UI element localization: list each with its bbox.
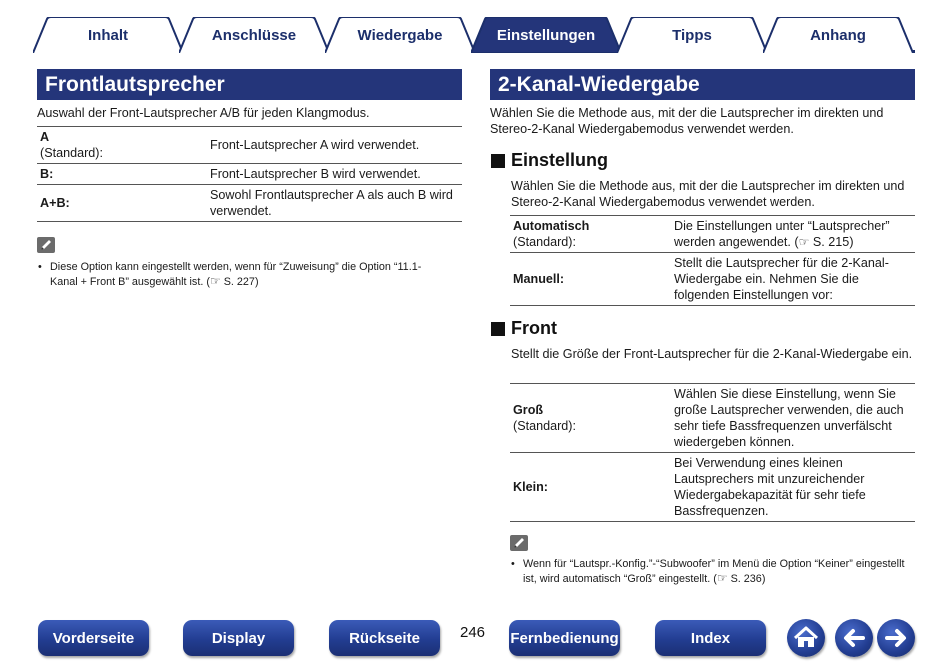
option-name: A+B: [40, 196, 70, 210]
options-table-front [37, 126, 462, 222]
options-table-front-size [510, 383, 915, 522]
option-key [510, 216, 671, 253]
tab-label: Einstellungen [496, 26, 596, 44]
fernbedienung-button[interactable]: Fernbedienung [509, 620, 620, 656]
option-name: A [40, 130, 50, 144]
table-row [510, 253, 915, 306]
option-name: Manuell: [513, 272, 565, 286]
pencil-note-icon [37, 237, 55, 253]
tab-anschluesse[interactable] [179, 17, 329, 53]
top-tab-bar [33, 17, 915, 53]
table-row [510, 216, 915, 253]
note-text: Wenn für “Lautspr.-Konfig.”-“Subwoofer” im Menü die Option “Keiner” eingestellt ist, wird automatisch “Groß” eingestellt. [523, 558, 905, 585]
option-default-note: (Standard): [40, 146, 103, 160]
section-title-frontlautsprecher: Frontlautsprecher [37, 69, 462, 100]
table-row [37, 185, 462, 222]
option-name: B: [40, 167, 54, 181]
index-button[interactable]: Index [655, 620, 766, 656]
option-value: Bei Verwendung eines kleinen Lautsprechers mit unzureichender Wiedergabekapazität für sehr tiefe Bassfrequenzen. [671, 453, 915, 522]
page-reference-link[interactable]: S. 236 [730, 573, 762, 585]
subsection-text: Wählen Sie die Methode aus, mit der die Lautsprecher im direkten und Stereo-2-Kanal Wiedergabemodus verwendet werden. [511, 179, 905, 209]
tab-label: Anhang [810, 26, 866, 44]
options-table-einstellung [510, 215, 915, 306]
option-key [37, 164, 207, 185]
option-value: Sowohl Frontlautsprecher A als auch B wird verwendet. [207, 185, 462, 222]
display-button[interactable]: Display [183, 620, 294, 656]
option-key [37, 127, 207, 164]
note-text: Diese Option kann eingestellt werden, wenn für “Zuweisung” die Option “11.1-Kanal + Front B” ausgewählt ist. [50, 261, 422, 288]
table-row [37, 164, 462, 185]
square-bullet-icon [491, 322, 505, 336]
back-button[interactable] [835, 619, 873, 657]
tab-label: Inhalt [88, 26, 128, 44]
option-key [510, 253, 671, 306]
note-bullet: • [511, 558, 515, 570]
table-row [37, 127, 462, 164]
option-name: Automatisch [513, 219, 590, 233]
option-value: Stellt die Lautsprecher für die 2-Kanal-Wiedergabe ein. Nehmen Sie die folgenden Einstellungen vor: [671, 253, 915, 306]
arrow-left-icon [835, 619, 873, 657]
page-number: 246 [460, 624, 486, 641]
table-row [510, 453, 915, 522]
option-name: Groß [513, 403, 544, 417]
section-intro: Wählen Sie die Methode aus, mit der die Lautsprecher im direkten und Stereo-2-Kanal Wiedergabemodus verwendet werden. [490, 106, 884, 136]
tab-label: Tipps [672, 26, 712, 44]
option-key [510, 453, 671, 522]
tab-anhang[interactable] [763, 17, 913, 53]
option-value: Die Einstellungen unter “Lautsprecher” werden angewendet. (☞ S. 215) [671, 216, 915, 253]
table-row [510, 384, 915, 453]
option-default-note: (Standard): [513, 419, 576, 433]
note-bullet: • [38, 261, 42, 273]
subheading-label: Front [511, 318, 557, 338]
vorderseite-button[interactable]: Vorderseite [38, 620, 149, 656]
reference-hand-icon: ☞ [798, 235, 810, 249]
option-default-note: (Standard): [513, 235, 576, 249]
section-intro: Auswahl der Front-Lautsprecher A/B für jeden Klangmodus. [37, 106, 370, 120]
subheading-einstellung [491, 150, 608, 171]
option-name: Klein: [513, 480, 548, 494]
note-left: • Diese Option kann eingestellt werden, wenn für “Zuweisung” die Option “11.1-Kanal + Front B” ausgewählt ist. (☞ S. 227) [38, 261, 422, 288]
option-value-text: Die Einstellungen unter “Lautsprecher” werden angewendet. [674, 219, 890, 249]
subheading-label: Einstellung [511, 150, 609, 170]
pencil-note-icon [510, 535, 528, 551]
tab-label: Anschlüsse [211, 26, 297, 44]
tab-label: Wiedergabe [357, 26, 443, 44]
tab-wiedergabe[interactable] [325, 17, 475, 53]
page-reference-link[interactable]: S. 227 [223, 276, 255, 288]
tab-tipps[interactable] [617, 17, 767, 53]
square-bullet-icon [491, 154, 505, 168]
reference-hand-icon: ☞ [716, 571, 728, 585]
option-value: Wählen Sie diese Einstellung, wenn Sie große Lautsprecher verwenden, die auch sehr tiefe Bassfrequenzen unverfälscht wiedergeben können. [671, 384, 915, 453]
option-value: Front-Lautsprecher A wird verwendet. [207, 127, 462, 164]
tab-inhalt[interactable] [33, 17, 183, 53]
note-right: • Wenn für “Lautspr.-Konfig.”-“Subwoofer” im Menü die Option “Keiner” eingestellt ist, wird automatisch “Groß” eingestellt. (☞ S. 236) [511, 558, 905, 585]
page-reference-link[interactable]: S. 215 [812, 235, 850, 249]
arrow-right-icon [877, 619, 915, 657]
subheading-front [491, 318, 557, 339]
section-title-2-kanal: 2-Kanal-Wiedergabe [490, 69, 915, 100]
reference-hand-icon: ☞ [209, 274, 221, 288]
option-key [510, 384, 671, 453]
subsection-text: Stellt die Größe der Front-Lautsprecher für die 2-Kanal-Wiedergabe ein. [511, 347, 913, 361]
forward-button[interactable] [877, 619, 915, 657]
rueckseite-button[interactable]: Rückseite [329, 620, 440, 656]
option-value: Front-Lautsprecher B wird verwendet. [207, 164, 462, 185]
option-key [37, 185, 207, 222]
tab-einstellungen[interactable] [471, 17, 621, 53]
home-button[interactable] [787, 619, 825, 657]
home-icon [787, 619, 825, 657]
